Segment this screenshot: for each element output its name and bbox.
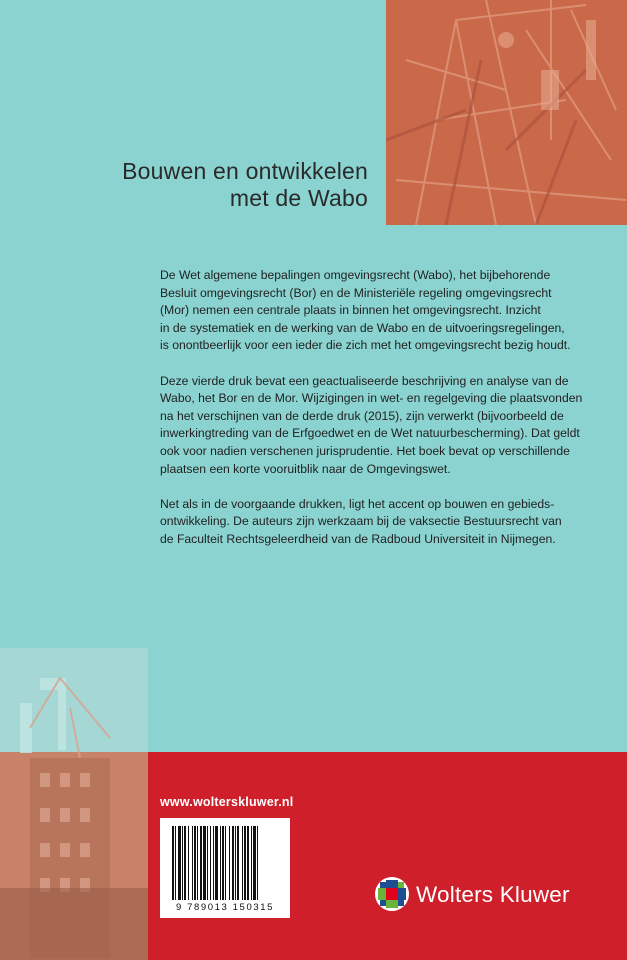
bottom-left-photo bbox=[0, 648, 148, 960]
text-line: De Wet algemene bepalingen omgevingsrecht (Wabo), het bijbehorende bbox=[160, 268, 551, 282]
barcode-bar bbox=[251, 826, 252, 900]
book-title-line-1: Bouwen en ontwikkelen bbox=[122, 158, 368, 184]
barcode-bar bbox=[213, 826, 214, 900]
text-line: Wabo, het Bor en de Mor. Wijzigingen in wet- en regelgeving die plaatsvonden bbox=[160, 391, 583, 406]
barcode-bar bbox=[237, 826, 239, 900]
crane-photo-graphic bbox=[386, 0, 627, 225]
barcode-bar bbox=[175, 826, 176, 900]
publisher-website[interactable]: www.wolterskluwer.nl bbox=[160, 795, 294, 809]
barcode-bar bbox=[197, 826, 198, 900]
barcode-bar bbox=[182, 826, 183, 900]
building-photo-graphic bbox=[0, 648, 148, 960]
blurb bbox=[160, 267, 583, 566]
barcode-bar bbox=[242, 826, 243, 900]
barcode-bar bbox=[222, 826, 224, 900]
text-line: inwerkingtreding van de Erfgoedwet en de Wet natuurbescherming). Dat geldt bbox=[160, 426, 580, 441]
barcode-bar bbox=[194, 826, 196, 900]
barcode-bar bbox=[257, 826, 258, 900]
barcode-bar bbox=[200, 826, 202, 900]
text-line: ook voor nadien verschenen jurisprudentie. Het boek bevat op verschillende bbox=[160, 443, 570, 458]
book-title-line-2: met de Wabo bbox=[229, 185, 368, 211]
barcode-bar bbox=[184, 826, 186, 900]
barcode-bar bbox=[235, 826, 236, 900]
text-line: Net als in de voorgaande drukken, ligt het accent op bouwen en gebieds- bbox=[160, 496, 555, 511]
barcode-bar bbox=[178, 826, 181, 900]
blurb-paragraph-2 bbox=[160, 373, 583, 479]
barcode-bar bbox=[247, 826, 249, 900]
barcode-bar bbox=[192, 826, 193, 900]
barcode-bar bbox=[172, 826, 174, 900]
text-line: ontwikkeling. De auteurs zijn werkzaam bij de vaksectie Bestuursrecht van bbox=[160, 514, 562, 529]
barcode-bar bbox=[244, 826, 246, 900]
barcode-icon bbox=[172, 826, 278, 900]
text-line: na het verschijnen van de derde druk (2015), zijn verwerkt (bijvoorbeeld de bbox=[160, 408, 564, 423]
barcode-bar bbox=[253, 826, 256, 900]
blurb-paragraph-1 bbox=[160, 267, 580, 355]
text-line: in de systematiek en de werking van de Wabo en de uitvoeringsregelingen, bbox=[160, 320, 565, 335]
text-line: plaatsen een korte vooruitblik naar de Omgevingswet. bbox=[160, 461, 451, 476]
isbn-number: 9 789013 150315 bbox=[176, 902, 274, 913]
barcode-bar bbox=[215, 826, 218, 900]
barcode bbox=[160, 818, 290, 918]
barcode-bar bbox=[188, 826, 189, 900]
top-right-photo bbox=[386, 0, 627, 225]
barcode-bar bbox=[232, 826, 234, 900]
wolters-kluwer-logo bbox=[364, 872, 594, 918]
publisher-name: Wolters Kluwer bbox=[416, 882, 570, 907]
book-title bbox=[0, 158, 368, 212]
blurb-paragraph-3 bbox=[160, 496, 580, 549]
barcode-bar bbox=[225, 826, 226, 900]
barcode-bar bbox=[210, 826, 211, 900]
text-line: (Mor) nemen een centrale plaats in binnen het omgevingsrecht. Inzicht bbox=[160, 303, 541, 318]
text-line: de Faculteit Rechtsgeleerdheid van de Radboud Universiteit in Nijmegen. bbox=[160, 531, 556, 546]
barcode-bar bbox=[207, 826, 208, 900]
barcode-bar bbox=[229, 826, 230, 900]
text-line: Deze vierde druk bevat een geactualiseerde beschrijving en analyse van de bbox=[160, 373, 569, 388]
text-line: is onontbeerlijk voor een ieder die zich met het omgevingsrecht bezig houdt. bbox=[160, 338, 571, 353]
text-line: Besluit omgevingsrecht (Bor) en de Ministeriële regeling omgevingsrecht bbox=[160, 285, 552, 300]
barcode-bar bbox=[203, 826, 206, 900]
wolters-kluwer-logo-icon bbox=[374, 876, 410, 912]
barcode-bar bbox=[220, 826, 221, 900]
